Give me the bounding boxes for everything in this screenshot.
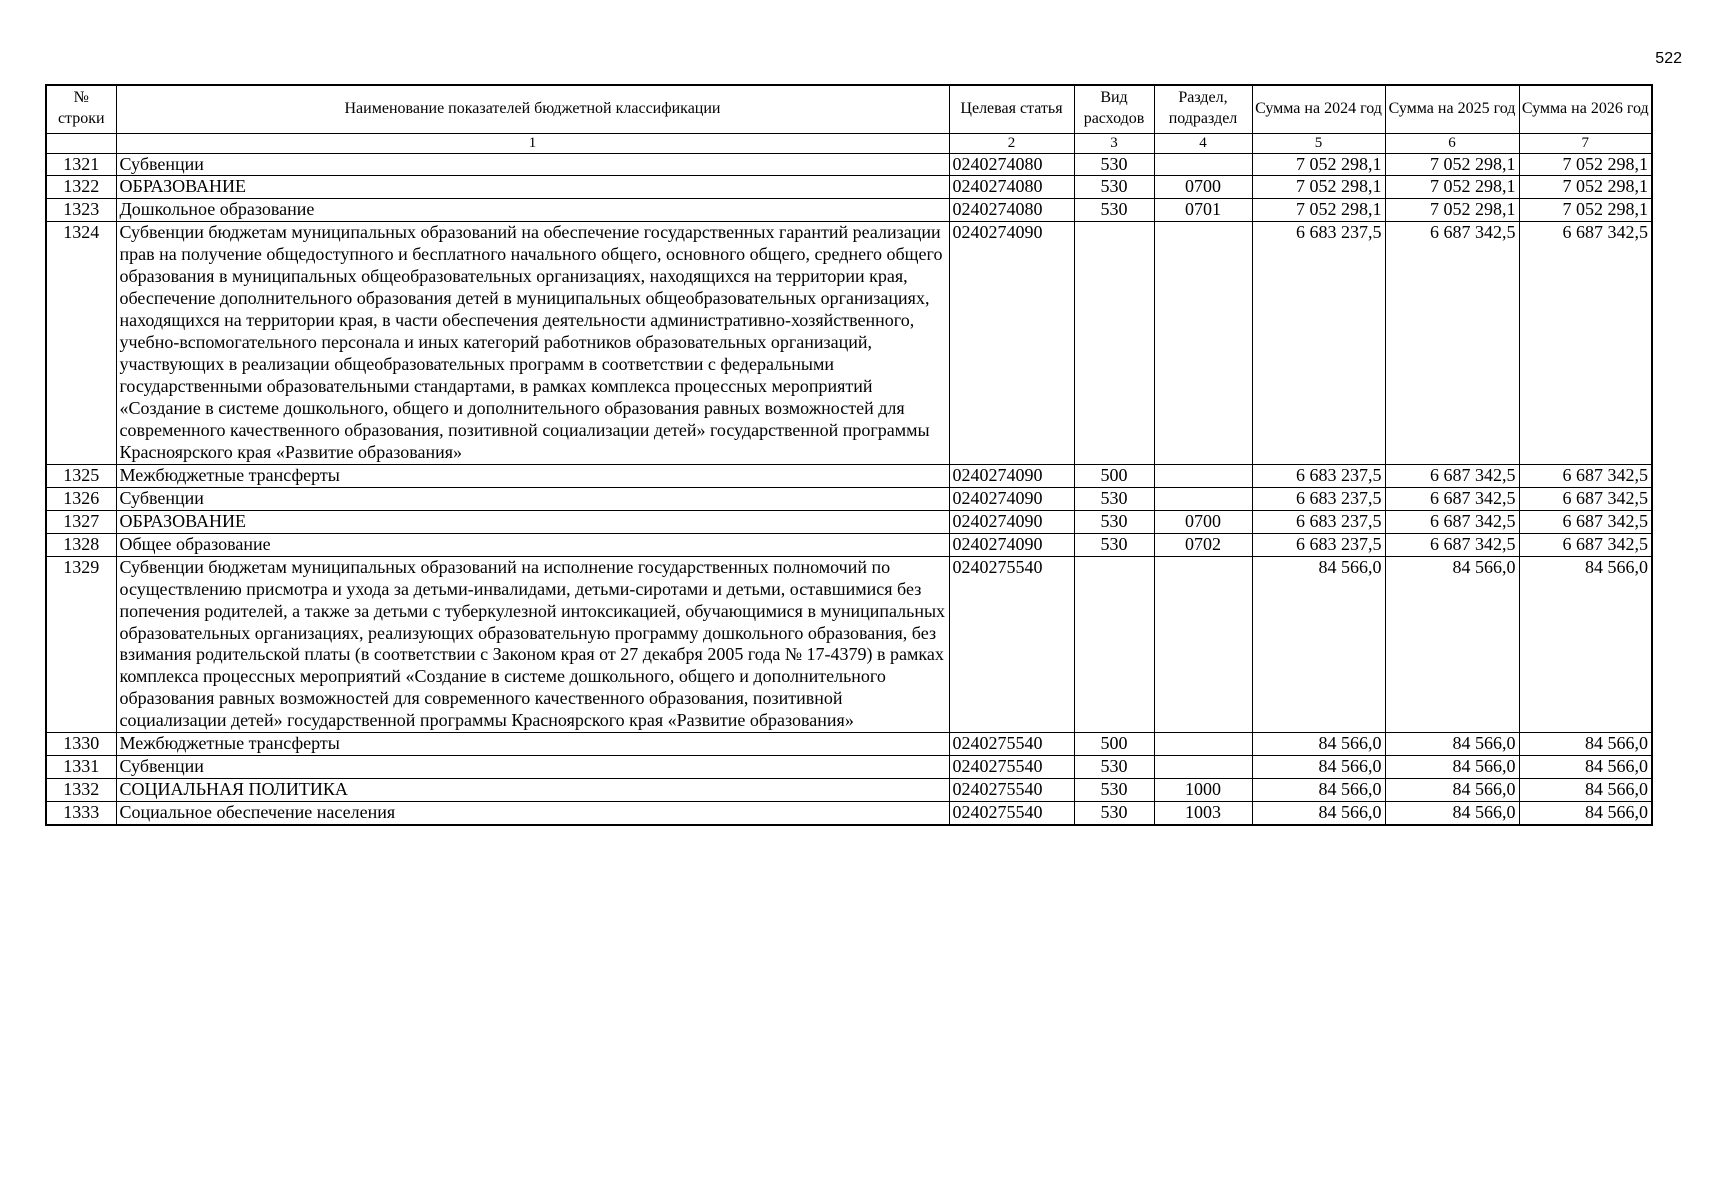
sum-2026: 84 566,0: [1519, 802, 1652, 825]
target-article: 0240274080: [949, 176, 1074, 199]
sum-2025: 6 687 342,5: [1385, 533, 1519, 556]
target-article: 0240275540: [949, 779, 1074, 802]
target-article: 0240275540: [949, 802, 1074, 825]
indicator-name: Субвенции: [116, 756, 949, 779]
section-code: [1154, 756, 1252, 779]
target-article: 0240274090: [949, 464, 1074, 487]
header-colnum-6: 6: [1385, 133, 1519, 153]
indicator-name: Субвенции: [116, 487, 949, 510]
indicator-name: Субвенции бюджетам муниципальных образований на обеспечение государственных гарантий реализации прав на получение общедоступного и бесплатного начального общего, основного общего, среднего общего образования в муниципальных общеобразовательных организациях, находящихся на территории края, обеспечение дополнительного образования детей в муниципальных общеобразовательных организациях, находящихся на территории края, в части обеспечения деятельности административно-хозяйственного, учебно-вспомогательного персонала и иных категорий работников образовательных организаций, участвующих в реализации общеобразовательных программ в соответствии с федеральными государственными образовательными стандартами, в рамках комплекса процессных мероприятий «Создание в системе дошкольного, общего и дополнительного образования равных возможностей для современного качественного образования, позитивной социализации детей» государственной программы Красноярского края «Развитие образования»: [116, 222, 949, 464]
sum-2024: 7 052 298,1: [1252, 199, 1385, 222]
expense-type: 530: [1074, 756, 1154, 779]
row-number: 1323: [46, 199, 116, 222]
sum-2025: 6 687 342,5: [1385, 510, 1519, 533]
header-colnum-1: 1: [116, 133, 949, 153]
sum-2025: 6 687 342,5: [1385, 222, 1519, 464]
target-article: 0240274090: [949, 510, 1074, 533]
sum-2024: 84 566,0: [1252, 733, 1385, 756]
sum-2026: 6 687 342,5: [1519, 487, 1652, 510]
header-expense-type: Вид расходов: [1074, 85, 1154, 133]
expense-type: 500: [1074, 733, 1154, 756]
expense-type: [1074, 556, 1154, 733]
expense-type: 530: [1074, 199, 1154, 222]
header-section: Раздел, подраздел: [1154, 85, 1252, 133]
header-colnum-3: 3: [1074, 133, 1154, 153]
sum-2025: 6 687 342,5: [1385, 487, 1519, 510]
sum-2024: 6 683 237,5: [1252, 464, 1385, 487]
sum-2024: 7 052 298,1: [1252, 176, 1385, 199]
header-target-article: Целевая статья: [949, 85, 1074, 133]
section-code: 0700: [1154, 176, 1252, 199]
row-number: 1326: [46, 487, 116, 510]
sum-2024: 84 566,0: [1252, 802, 1385, 825]
indicator-name: Общее образование: [116, 533, 949, 556]
indicator-name: СОЦИАЛЬНАЯ ПОЛИТИКА: [116, 779, 949, 802]
section-code: 1000: [1154, 779, 1252, 802]
sum-2024: 7 052 298,1: [1252, 153, 1385, 176]
target-article: 0240274090: [949, 533, 1074, 556]
sum-2026: 84 566,0: [1519, 733, 1652, 756]
row-number: 1321: [46, 153, 116, 176]
header-colnum-blank: [46, 133, 116, 153]
indicator-name: Социальное обеспечение населения: [116, 802, 949, 825]
sum-2026: 7 052 298,1: [1519, 153, 1652, 176]
header-indicator-name: Наименование показателей бюджетной классификации: [116, 85, 949, 133]
table-row: [46, 556, 1652, 733]
header-sum-2025: Сумма на 2025 год: [1385, 85, 1519, 133]
expense-type: 530: [1074, 802, 1154, 825]
table-row: [46, 464, 1652, 487]
header-colnum-5: 5: [1252, 133, 1385, 153]
expense-type: 530: [1074, 533, 1154, 556]
indicator-name: ОБРАЗОВАНИЕ: [116, 176, 949, 199]
section-code: 1003: [1154, 802, 1252, 825]
sum-2025: 7 052 298,1: [1385, 153, 1519, 176]
expense-type: 500: [1074, 464, 1154, 487]
section-code: [1154, 556, 1252, 733]
table-row: [46, 533, 1652, 556]
row-number: 1329: [46, 556, 116, 733]
budget-table: [45, 84, 1653, 826]
target-article: 0240274090: [949, 222, 1074, 464]
expense-type: 530: [1074, 487, 1154, 510]
table-row: [46, 199, 1652, 222]
table-row: [46, 487, 1652, 510]
sum-2024: 6 683 237,5: [1252, 487, 1385, 510]
sum-2024: 6 683 237,5: [1252, 533, 1385, 556]
sum-2026: 7 052 298,1: [1519, 176, 1652, 199]
table-row: [46, 756, 1652, 779]
header-colnum-2: 2: [949, 133, 1074, 153]
section-code: 0701: [1154, 199, 1252, 222]
row-number: 1333: [46, 802, 116, 825]
sum-2025: 84 566,0: [1385, 733, 1519, 756]
sum-2026: 84 566,0: [1519, 779, 1652, 802]
table-row: [46, 153, 1652, 176]
target-article: 0240274090: [949, 487, 1074, 510]
target-article: 0240275540: [949, 756, 1074, 779]
section-code: 0700: [1154, 510, 1252, 533]
row-number: 1330: [46, 733, 116, 756]
section-code: [1154, 733, 1252, 756]
sum-2026: 6 687 342,5: [1519, 222, 1652, 464]
page-number: 522: [1655, 50, 1682, 67]
sum-2026: 6 687 342,5: [1519, 464, 1652, 487]
header-colnum-7: 7: [1519, 133, 1652, 153]
header-sum-2024: Сумма на 2024 год: [1252, 85, 1385, 133]
sum-2024: 6 683 237,5: [1252, 222, 1385, 464]
table-row: [46, 510, 1652, 533]
row-number: 1328: [46, 533, 116, 556]
section-code: [1154, 153, 1252, 176]
table-row: [46, 176, 1652, 199]
table-row: [46, 802, 1652, 825]
header-sum-2026: Сумма на 2026 год: [1519, 85, 1652, 133]
section-code: [1154, 222, 1252, 464]
section-code: 0702: [1154, 533, 1252, 556]
section-code: [1154, 487, 1252, 510]
target-article: 0240274080: [949, 199, 1074, 222]
sum-2026: 84 566,0: [1519, 756, 1652, 779]
table-header: [46, 85, 1652, 153]
row-number: 1331: [46, 756, 116, 779]
table-body: [46, 153, 1652, 825]
sum-2026: 6 687 342,5: [1519, 510, 1652, 533]
section-code: [1154, 464, 1252, 487]
sum-2024: 84 566,0: [1252, 756, 1385, 779]
header-colnum-4: 4: [1154, 133, 1252, 153]
expense-type: 530: [1074, 153, 1154, 176]
sum-2025: 84 566,0: [1385, 802, 1519, 825]
expense-type: 530: [1074, 510, 1154, 533]
expense-type: 530: [1074, 176, 1154, 199]
row-number: 1325: [46, 464, 116, 487]
sum-2025: 7 052 298,1: [1385, 176, 1519, 199]
indicator-name: Субвенции: [116, 153, 949, 176]
row-number: 1324: [46, 222, 116, 464]
sum-2025: 84 566,0: [1385, 779, 1519, 802]
indicator-name: Субвенции бюджетам муниципальных образований на исполнение государственных полномочий по осуществлению присмотра и ухода за детьми-инвалидами, детьми-сиротами и детьми, оставшимися без попечения родителей, а также за детьми с туберкулезной интоксикацией, обучающимися в муниципальных образовательных организациях, реализующих образовательную программу дошкольного образования, без взимания родительской платы (в соответствии с Законом края от 27 декабря 2005 года № 17-4379) в рамках комплекса процессных мероприятий «Создание в системе дошкольного, общего и дополнительного образования равных возможностей для современного качественного образования, позитивной социализации детей» государственной программы Красноярского края «Развитие образования»: [116, 556, 949, 733]
sum-2025: 84 566,0: [1385, 756, 1519, 779]
expense-type: [1074, 222, 1154, 464]
sum-2025: 7 052 298,1: [1385, 199, 1519, 222]
header-row-number: № строки: [46, 85, 116, 133]
indicator-name: Дошкольное образование: [116, 199, 949, 222]
table-row: [46, 733, 1652, 756]
row-number: 1327: [46, 510, 116, 533]
sum-2024: 84 566,0: [1252, 556, 1385, 733]
sum-2026: 84 566,0: [1519, 556, 1652, 733]
target-article: 0240275540: [949, 556, 1074, 733]
sum-2025: 84 566,0: [1385, 556, 1519, 733]
expense-type: 530: [1074, 779, 1154, 802]
target-article: 0240275540: [949, 733, 1074, 756]
row-number: 1332: [46, 779, 116, 802]
indicator-name: Межбюджетные трансферты: [116, 464, 949, 487]
sum-2024: 6 683 237,5: [1252, 510, 1385, 533]
sum-2026: 6 687 342,5: [1519, 533, 1652, 556]
indicator-name: ОБРАЗОВАНИЕ: [116, 510, 949, 533]
target-article: 0240274080: [949, 153, 1074, 176]
sum-2026: 7 052 298,1: [1519, 199, 1652, 222]
table-row: [46, 222, 1652, 464]
table-row: [46, 779, 1652, 802]
sum-2025: 6 687 342,5: [1385, 464, 1519, 487]
indicator-name: Межбюджетные трансферты: [116, 733, 949, 756]
row-number: 1322: [46, 176, 116, 199]
sum-2024: 84 566,0: [1252, 779, 1385, 802]
